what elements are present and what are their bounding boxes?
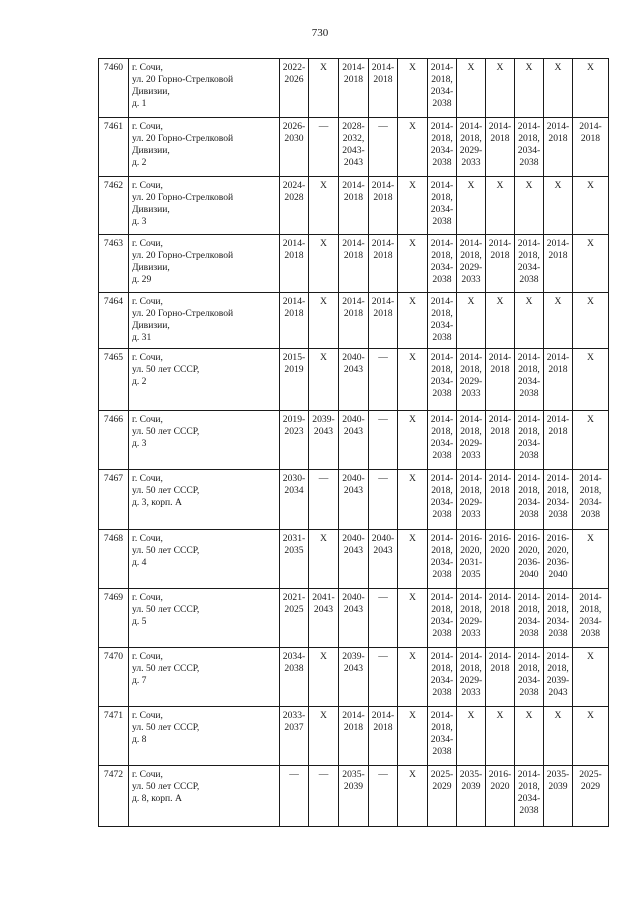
period-cell: 2014- 2018, 2034- 2038 <box>515 349 544 411</box>
period-cell: — <box>369 766 398 827</box>
period-cell: 2014- 2018, 2034- 2038 <box>515 118 544 177</box>
period-cell: X <box>544 177 573 235</box>
period-cell: X <box>398 707 428 766</box>
period-cell: 2014- 2018, 2029- 2033 <box>457 411 486 470</box>
address-cell <box>129 235 280 293</box>
table-row <box>99 707 609 766</box>
period-cell: — <box>369 411 398 470</box>
period-cell: 2040- 2043 <box>369 530 398 589</box>
period-cell: 2016- 2020, 2036- 2040 <box>544 530 573 589</box>
period-cell: 2014- 2018 <box>573 118 609 177</box>
address-line: ул. 20 Горно-Стрелковой <box>132 250 234 261</box>
address-line: ул. 50 лет СССР, <box>132 426 200 437</box>
table-row <box>99 589 609 648</box>
period-cell: 2040- 2043 <box>339 411 369 470</box>
table-row <box>99 293 609 349</box>
address-line: г. Сочи, <box>132 62 163 73</box>
period-cell: 2039- 2043 <box>339 648 369 707</box>
period-cell: 2016- 2020, 2036- 2040 <box>515 530 544 589</box>
period-cell: 2014- 2018, 2034- 2038 <box>515 648 544 707</box>
address-line: д. 7 <box>132 675 147 686</box>
period-cell: 2014- 2018, 2039- 2043 <box>544 648 573 707</box>
period-cell: X <box>398 293 428 349</box>
address-cell <box>129 766 280 827</box>
period-cell: X <box>573 293 609 349</box>
period-cell: — <box>369 470 398 530</box>
period-cell: X <box>573 177 609 235</box>
register-body <box>99 59 609 827</box>
address-line: ул. 50 лет СССР, <box>132 364 200 375</box>
period-cell: — <box>309 766 339 827</box>
period-cell: X <box>573 411 609 470</box>
record-number: 7464 <box>99 293 129 349</box>
address-line: д. 1 <box>132 98 147 109</box>
address-line: г. Сочи, <box>132 352 163 363</box>
period-cell: X <box>457 59 486 118</box>
period-cell: 2014- 2018, 2034- 2038 <box>544 470 573 530</box>
period-cell: 2014- 2018 <box>369 293 398 349</box>
period-cell: 2014- 2018 <box>486 118 515 177</box>
period-cell: 2039- 2043 <box>309 411 339 470</box>
table-row <box>99 349 609 411</box>
address-line: г. Сочи, <box>132 592 163 603</box>
period-cell: 2014- 2018 <box>544 235 573 293</box>
period-cell: — <box>369 349 398 411</box>
address-cell <box>129 530 280 589</box>
period-cell: 2014- 2018, 2029- 2033 <box>457 118 486 177</box>
period-cell: X <box>573 530 609 589</box>
period-cell: X <box>398 177 428 235</box>
period-cell: 2040- 2043 <box>339 530 369 589</box>
period-cell: X <box>398 349 428 411</box>
address-line: г. Сочи, <box>132 414 163 425</box>
period-cell: 2014- 2018, 2034- 2038 <box>428 235 457 293</box>
address-line: г. Сочи, <box>132 533 163 544</box>
address-line: д. 29 <box>132 274 152 285</box>
period-cell: 2014- 2018 <box>369 59 398 118</box>
period-cell: 2014- 2018, 2034- 2038 <box>544 589 573 648</box>
period-cell: — <box>309 470 339 530</box>
period-cell: 2035- 2039 <box>457 766 486 827</box>
period-cell: 2041- 2043 <box>309 589 339 648</box>
period-cell: 2014- 2018, 2029- 2033 <box>457 648 486 707</box>
period-cell: 2014- 2018, 2034- 2038 <box>428 530 457 589</box>
period-cell: 2014- 2018 <box>339 177 369 235</box>
period-cell: 2033- 2037 <box>280 707 309 766</box>
address-line: д. 5 <box>132 616 147 627</box>
period-cell: 2014- 2018, 2034- 2038 <box>428 589 457 648</box>
period-cell: 2014- 2018, 2029- 2033 <box>457 589 486 648</box>
period-cell: 2014- 2018, 2034- 2038 <box>428 648 457 707</box>
address-cell <box>129 293 280 349</box>
address-cell <box>129 707 280 766</box>
period-cell: X <box>486 293 515 349</box>
period-cell: X <box>457 707 486 766</box>
period-cell: 2014- 2018, 2034- 2038 <box>428 59 457 118</box>
period-cell: 2016- 2020 <box>486 766 515 827</box>
record-number: 7471 <box>99 707 129 766</box>
period-cell: 2014- 2018 <box>544 349 573 411</box>
period-cell: 2014- 2018 <box>339 707 369 766</box>
period-cell: X <box>398 589 428 648</box>
address-line: ул. 50 лет СССР, <box>132 722 200 733</box>
period-cell: X <box>398 118 428 177</box>
table-row <box>99 648 609 707</box>
address-line: Дивизии, <box>132 204 170 215</box>
period-cell: 2014- 2018, 2034- 2038 <box>515 589 544 648</box>
record-number: 7461 <box>99 118 129 177</box>
period-cell: X <box>398 530 428 589</box>
period-cell: X <box>309 59 339 118</box>
period-cell: 2014- 2018, 2029- 2033 <box>457 349 486 411</box>
period-cell: 2014- 2018 <box>339 293 369 349</box>
address-line: ул. 50 лет СССР, <box>132 781 200 792</box>
address-line: д. 8, корп. А <box>132 793 182 804</box>
address-line: г. Сочи, <box>132 651 163 662</box>
address-line: г. Сочи, <box>132 473 163 484</box>
period-cell: X <box>486 59 515 118</box>
table-row <box>99 235 609 293</box>
period-cell: 2040- 2043 <box>339 349 369 411</box>
address-line: г. Сочи, <box>132 769 163 780</box>
period-cell: X <box>544 59 573 118</box>
period-cell: 2014- 2018 <box>280 235 309 293</box>
record-number: 7470 <box>99 648 129 707</box>
table-row <box>99 530 609 589</box>
period-cell: X <box>544 707 573 766</box>
period-cell: X <box>309 235 339 293</box>
period-cell: 2014- 2018, 2034- 2038 <box>428 707 457 766</box>
record-number: 7472 <box>99 766 129 827</box>
period-cell: 2014- 2018, 2029- 2033 <box>457 470 486 530</box>
address-line: Дивизии, <box>132 320 170 331</box>
period-cell: 2014- 2018 <box>486 648 515 707</box>
period-cell: X <box>398 470 428 530</box>
table-row <box>99 411 609 470</box>
period-cell: X <box>515 707 544 766</box>
period-cell: 2014- 2018, 2034- 2038 <box>515 235 544 293</box>
address-cell <box>129 589 280 648</box>
period-cell: — <box>369 589 398 648</box>
period-cell: X <box>573 648 609 707</box>
address-line: ул. 50 лет СССР, <box>132 485 200 496</box>
address-line: д. 8 <box>132 734 147 745</box>
address-line: д. 2 <box>132 376 147 387</box>
period-cell: 2014- 2018 <box>486 411 515 470</box>
address-line: г. Сочи, <box>132 238 163 249</box>
address-cell <box>129 648 280 707</box>
period-cell: X <box>573 235 609 293</box>
period-cell: 2014- 2018 <box>486 235 515 293</box>
period-cell: 2014- 2018 <box>486 589 515 648</box>
period-cell: 2014- 2018, 2034- 2038 <box>428 118 457 177</box>
address-cell <box>129 411 280 470</box>
period-cell: 2022- 2026 <box>280 59 309 118</box>
period-cell: X <box>398 648 428 707</box>
period-cell: 2019- 2023 <box>280 411 309 470</box>
period-cell: 2026- 2030 <box>280 118 309 177</box>
address-line: д. 3 <box>132 438 147 449</box>
address-cell <box>129 470 280 530</box>
period-cell: X <box>309 648 339 707</box>
period-cell: 2028- 2032, 2043- 2043 <box>339 118 369 177</box>
period-cell: 2014- 2018, 2034- 2038 <box>515 766 544 827</box>
period-cell: X <box>398 235 428 293</box>
address-line: д. 4 <box>132 557 147 568</box>
period-cell: 2031- 2035 <box>280 530 309 589</box>
period-cell: 2014- 2018, 2034- 2038 <box>428 411 457 470</box>
address-line: ул. 20 Горно-Стрелковой <box>132 308 234 319</box>
period-cell: 2014- 2018, 2034- 2038 <box>573 470 609 530</box>
period-cell: 2040- 2043 <box>339 470 369 530</box>
period-cell: X <box>486 707 515 766</box>
address-cell <box>129 118 280 177</box>
period-cell: 2025- 2029 <box>428 766 457 827</box>
period-cell: 2014- 2018, 2029- 2033 <box>457 235 486 293</box>
period-cell: 2014- 2018, 2034- 2038 <box>428 470 457 530</box>
address-line: Дивизии, <box>132 145 170 156</box>
table-row <box>99 118 609 177</box>
table-row <box>99 766 609 827</box>
period-cell: X <box>309 293 339 349</box>
record-number: 7460 <box>99 59 129 118</box>
period-cell: 2014- 2018 <box>369 707 398 766</box>
period-cell: X <box>457 293 486 349</box>
address-line: ул. 20 Горно-Стрелковой <box>132 133 234 144</box>
address-line: Дивизии, <box>132 86 170 97</box>
period-cell: X <box>544 293 573 349</box>
record-number: 7465 <box>99 349 129 411</box>
address-cell <box>129 349 280 411</box>
period-cell: X <box>573 349 609 411</box>
period-cell: 2014- 2018, 2034- 2038 <box>515 411 544 470</box>
period-cell: X <box>309 349 339 411</box>
period-cell: — <box>309 118 339 177</box>
period-cell: X <box>457 177 486 235</box>
period-cell: 2014- 2018 <box>280 293 309 349</box>
period-cell: 2014- 2018 <box>339 235 369 293</box>
record-number: 7462 <box>99 177 129 235</box>
address-line: ул. 50 лет СССР, <box>132 545 200 556</box>
address-line: д. 3, корп. А <box>132 497 182 508</box>
address-line: г. Сочи, <box>132 180 163 191</box>
period-cell: 2016- 2020, 2031- 2035 <box>457 530 486 589</box>
period-cell: 2014- 2018, 2034- 2038 <box>428 293 457 349</box>
period-cell: X <box>309 707 339 766</box>
period-cell: 2014- 2018, 2034- 2038 <box>573 589 609 648</box>
record-number: 7467 <box>99 470 129 530</box>
period-cell: 2014- 2018 <box>544 411 573 470</box>
address-line: Дивизии, <box>132 262 170 273</box>
period-cell: X <box>515 177 544 235</box>
page-number: 730 <box>311 27 329 39</box>
period-cell: 2014- 2018 <box>369 235 398 293</box>
period-cell: 2014- 2018, 2034- 2038 <box>515 470 544 530</box>
period-cell: — <box>369 648 398 707</box>
period-cell: X <box>398 766 428 827</box>
period-cell: X <box>573 707 609 766</box>
address-line: д. 2 <box>132 157 147 168</box>
period-cell: 2024- 2028 <box>280 177 309 235</box>
address-line: г. Сочи, <box>132 296 163 307</box>
period-cell: X <box>573 59 609 118</box>
period-cell: X <box>309 177 339 235</box>
period-cell: 2014- 2018, 2034- 2038 <box>428 177 457 235</box>
period-cell: 2014- 2018 <box>486 349 515 411</box>
address-line: г. Сочи, <box>132 121 163 132</box>
period-cell: X <box>515 293 544 349</box>
period-cell: 2014- 2018 <box>486 470 515 530</box>
period-cell: X <box>398 59 428 118</box>
period-cell: X <box>398 411 428 470</box>
period-cell: 2030- 2034 <box>280 470 309 530</box>
table-row <box>99 177 609 235</box>
period-cell: 2035- 2039 <box>339 766 369 827</box>
period-cell: 2014- 2018, 2034- 2038 <box>428 349 457 411</box>
period-cell: 2025- 2029 <box>573 766 609 827</box>
period-cell: 2014- 2018 <box>339 59 369 118</box>
address-cell <box>129 59 280 118</box>
period-cell: X <box>486 177 515 235</box>
address-line: д. 3 <box>132 216 147 227</box>
record-number: 7463 <box>99 235 129 293</box>
record-number: 7468 <box>99 530 129 589</box>
address-line: д. 31 <box>132 332 152 343</box>
period-cell: 2040- 2043 <box>339 589 369 648</box>
address-line: ул. 20 Горно-Стрелковой <box>132 192 234 203</box>
period-cell: 2021- 2025 <box>280 589 309 648</box>
record-number: 7466 <box>99 411 129 470</box>
period-cell: X <box>309 530 339 589</box>
period-cell: — <box>280 766 309 827</box>
table-row <box>99 59 609 118</box>
address-line: ул. 50 лет СССР, <box>132 604 200 615</box>
period-cell: 2015- 2019 <box>280 349 309 411</box>
table-row <box>99 470 609 530</box>
period-cell: 2014- 2018 <box>544 118 573 177</box>
period-cell: 2014- 2018 <box>369 177 398 235</box>
period-cell: — <box>369 118 398 177</box>
period-cell: 2016- 2020 <box>486 530 515 589</box>
address-cell <box>129 177 280 235</box>
period-cell: X <box>515 59 544 118</box>
address-line: г. Сочи, <box>132 710 163 721</box>
address-line: ул. 20 Горно-Стрелковой <box>132 74 234 85</box>
address-line: ул. 50 лет СССР, <box>132 663 200 674</box>
housing-register-table <box>98 58 609 827</box>
record-number: 7469 <box>99 589 129 648</box>
period-cell: 2035- 2039 <box>544 766 573 827</box>
period-cell: 2034- 2038 <box>280 648 309 707</box>
